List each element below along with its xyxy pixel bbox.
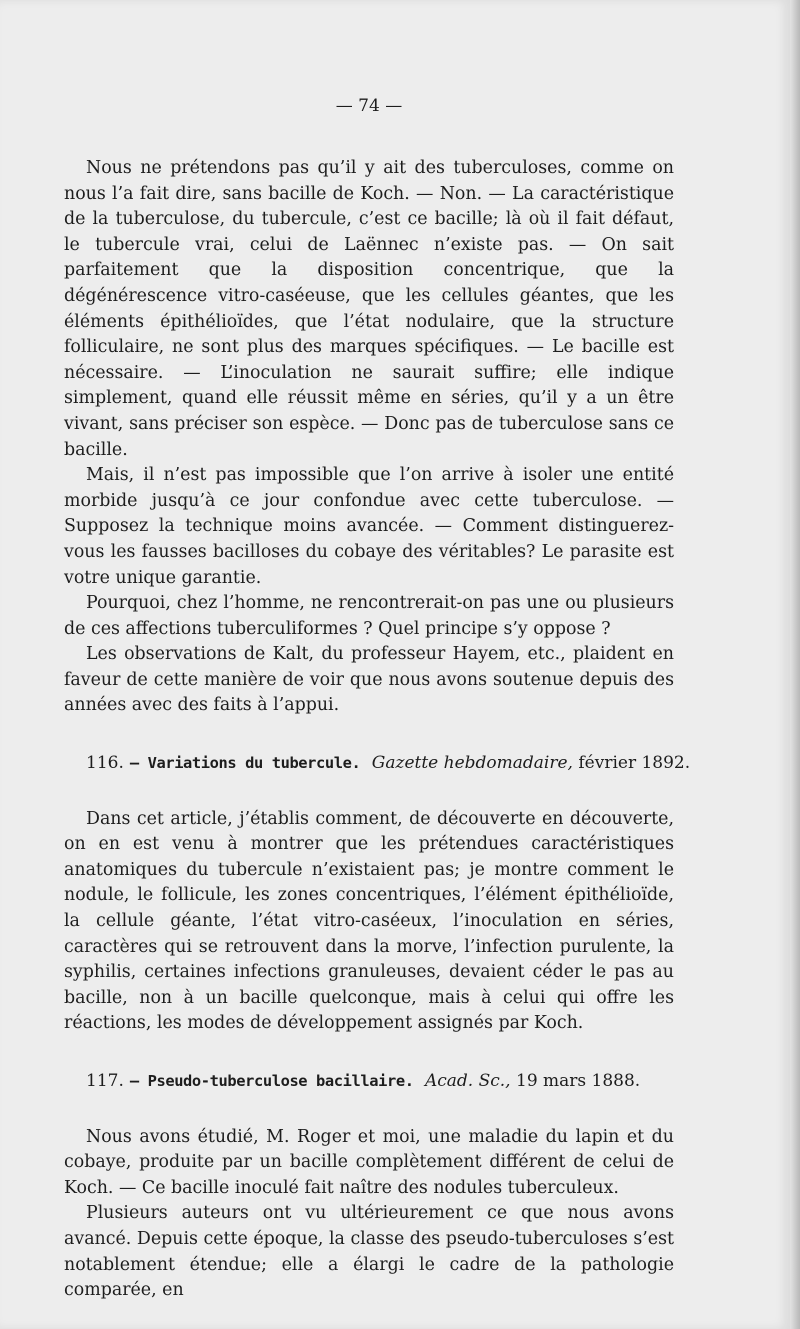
page-content xyxy=(64,96,691,1304)
page-number: — 74 — xyxy=(335,96,403,116)
entry-117-paragraph: Nous avons étudié, M. Roger et moi, une maladie du lapin et du cobaye, produite par un bacille complètement différent de celui de Koch. — Ce bacille inoculé fait naître des nodules tuberculeux. xyxy=(64,1126,674,1198)
body-paragraph: Les observations de Kalt, du professeur Hayem, etc., plaident en faveur de cette manière de voir que nous avons soutenue depuis des années avec des faits à l’appui. xyxy=(64,644,674,716)
entry-date: février 1892. xyxy=(578,753,691,774)
body-paragraph: Pourquoi, chez l’homme, ne rencontrerait-on pas une ou plusieurs de ces affections tuberculiformes ? Quel principe s’y oppose ? xyxy=(64,593,674,639)
entry-117-paragraph: Plusieurs auteurs ont vu ultérieurement ce que nous avons avancé. Depuis cette époque, la classe des pseudo-tuberculoses s’est notablement étendue; elle a élargi le cadre de la pathologie comparée, en xyxy=(64,1203,674,1301)
entry-source: Gazette hebdomadaire, xyxy=(371,753,573,774)
page-edge-shadow xyxy=(790,0,800,1329)
body-paragraph: Nous ne prétendons pas qu’il y ait des tuberculoses, comme on nous l’a fait dire, sans bacille de Koch. — Non. — La caractéristique de la tuberculose, du tubercule, c’est ce bacille; là où il fait défaut, le tubercule vrai, celui de Laënnec n’existe pas. — On sait parfaitement que la disposition concentrique, que la dégénérescence vitro-caséeuse, que les cellules géantes, que les éléments épithélioïdes, que l’état nodulaire, que la structure folliculaire, ne sont plus des marques spécifiques. — Le bacille est nécessaire. — L’inoculation ne saurait suffire; elle indique simplement, quand elle réussit même en séries, qu’il y a un être vivant, sans préciser son espèce. — Donc pas de tuberculose sans ce bacille. xyxy=(64,158,674,460)
entry-116-heading xyxy=(64,751,691,777)
body-paragraph: Mais, il n’est pas impossible que l’on arrive à isoler une entité morbide jusqu’à ce jour confondue avec cette tuberculose. — Supposez la technique moins avancée. — Comment distinguerez-vous les fausses bacilloses du cobaye des véritables? Le parasite est votre unique garantie. xyxy=(64,465,674,588)
entry-title: — Variations du tubercule. xyxy=(129,754,361,773)
entry-number: 117. xyxy=(86,1071,124,1091)
entry-117-heading xyxy=(64,1069,674,1095)
entry-number: 116. xyxy=(86,753,124,774)
entry-date: 19 mars 1888. xyxy=(516,1071,641,1091)
entry-source: Acad. Sc., xyxy=(424,1071,511,1091)
entry-title: — Pseudo-tuberculose bacillaire. xyxy=(129,1072,414,1090)
entry-116-paragraph: Dans cet article, j’établis comment, de découverte en découverte, on en est venu à montrer que les prétendues caractéristiques anatomiques du tubercule n’existaient pas; je montre comment le nodule, le follicule, les zones concentriques, l’élément épithélioïde, la cellule géante, l’état vitro-caséeux, l’inoculation en séries, caractères qui se retrouvent dans la morve, l’infection purulente, la syphilis, certaines infections granuleuses, devaient céder le pas au bacille, non à un bacille quelconque, mais à celui qui offre les réactions, les modes de développement assignés par Koch. xyxy=(64,808,674,1034)
